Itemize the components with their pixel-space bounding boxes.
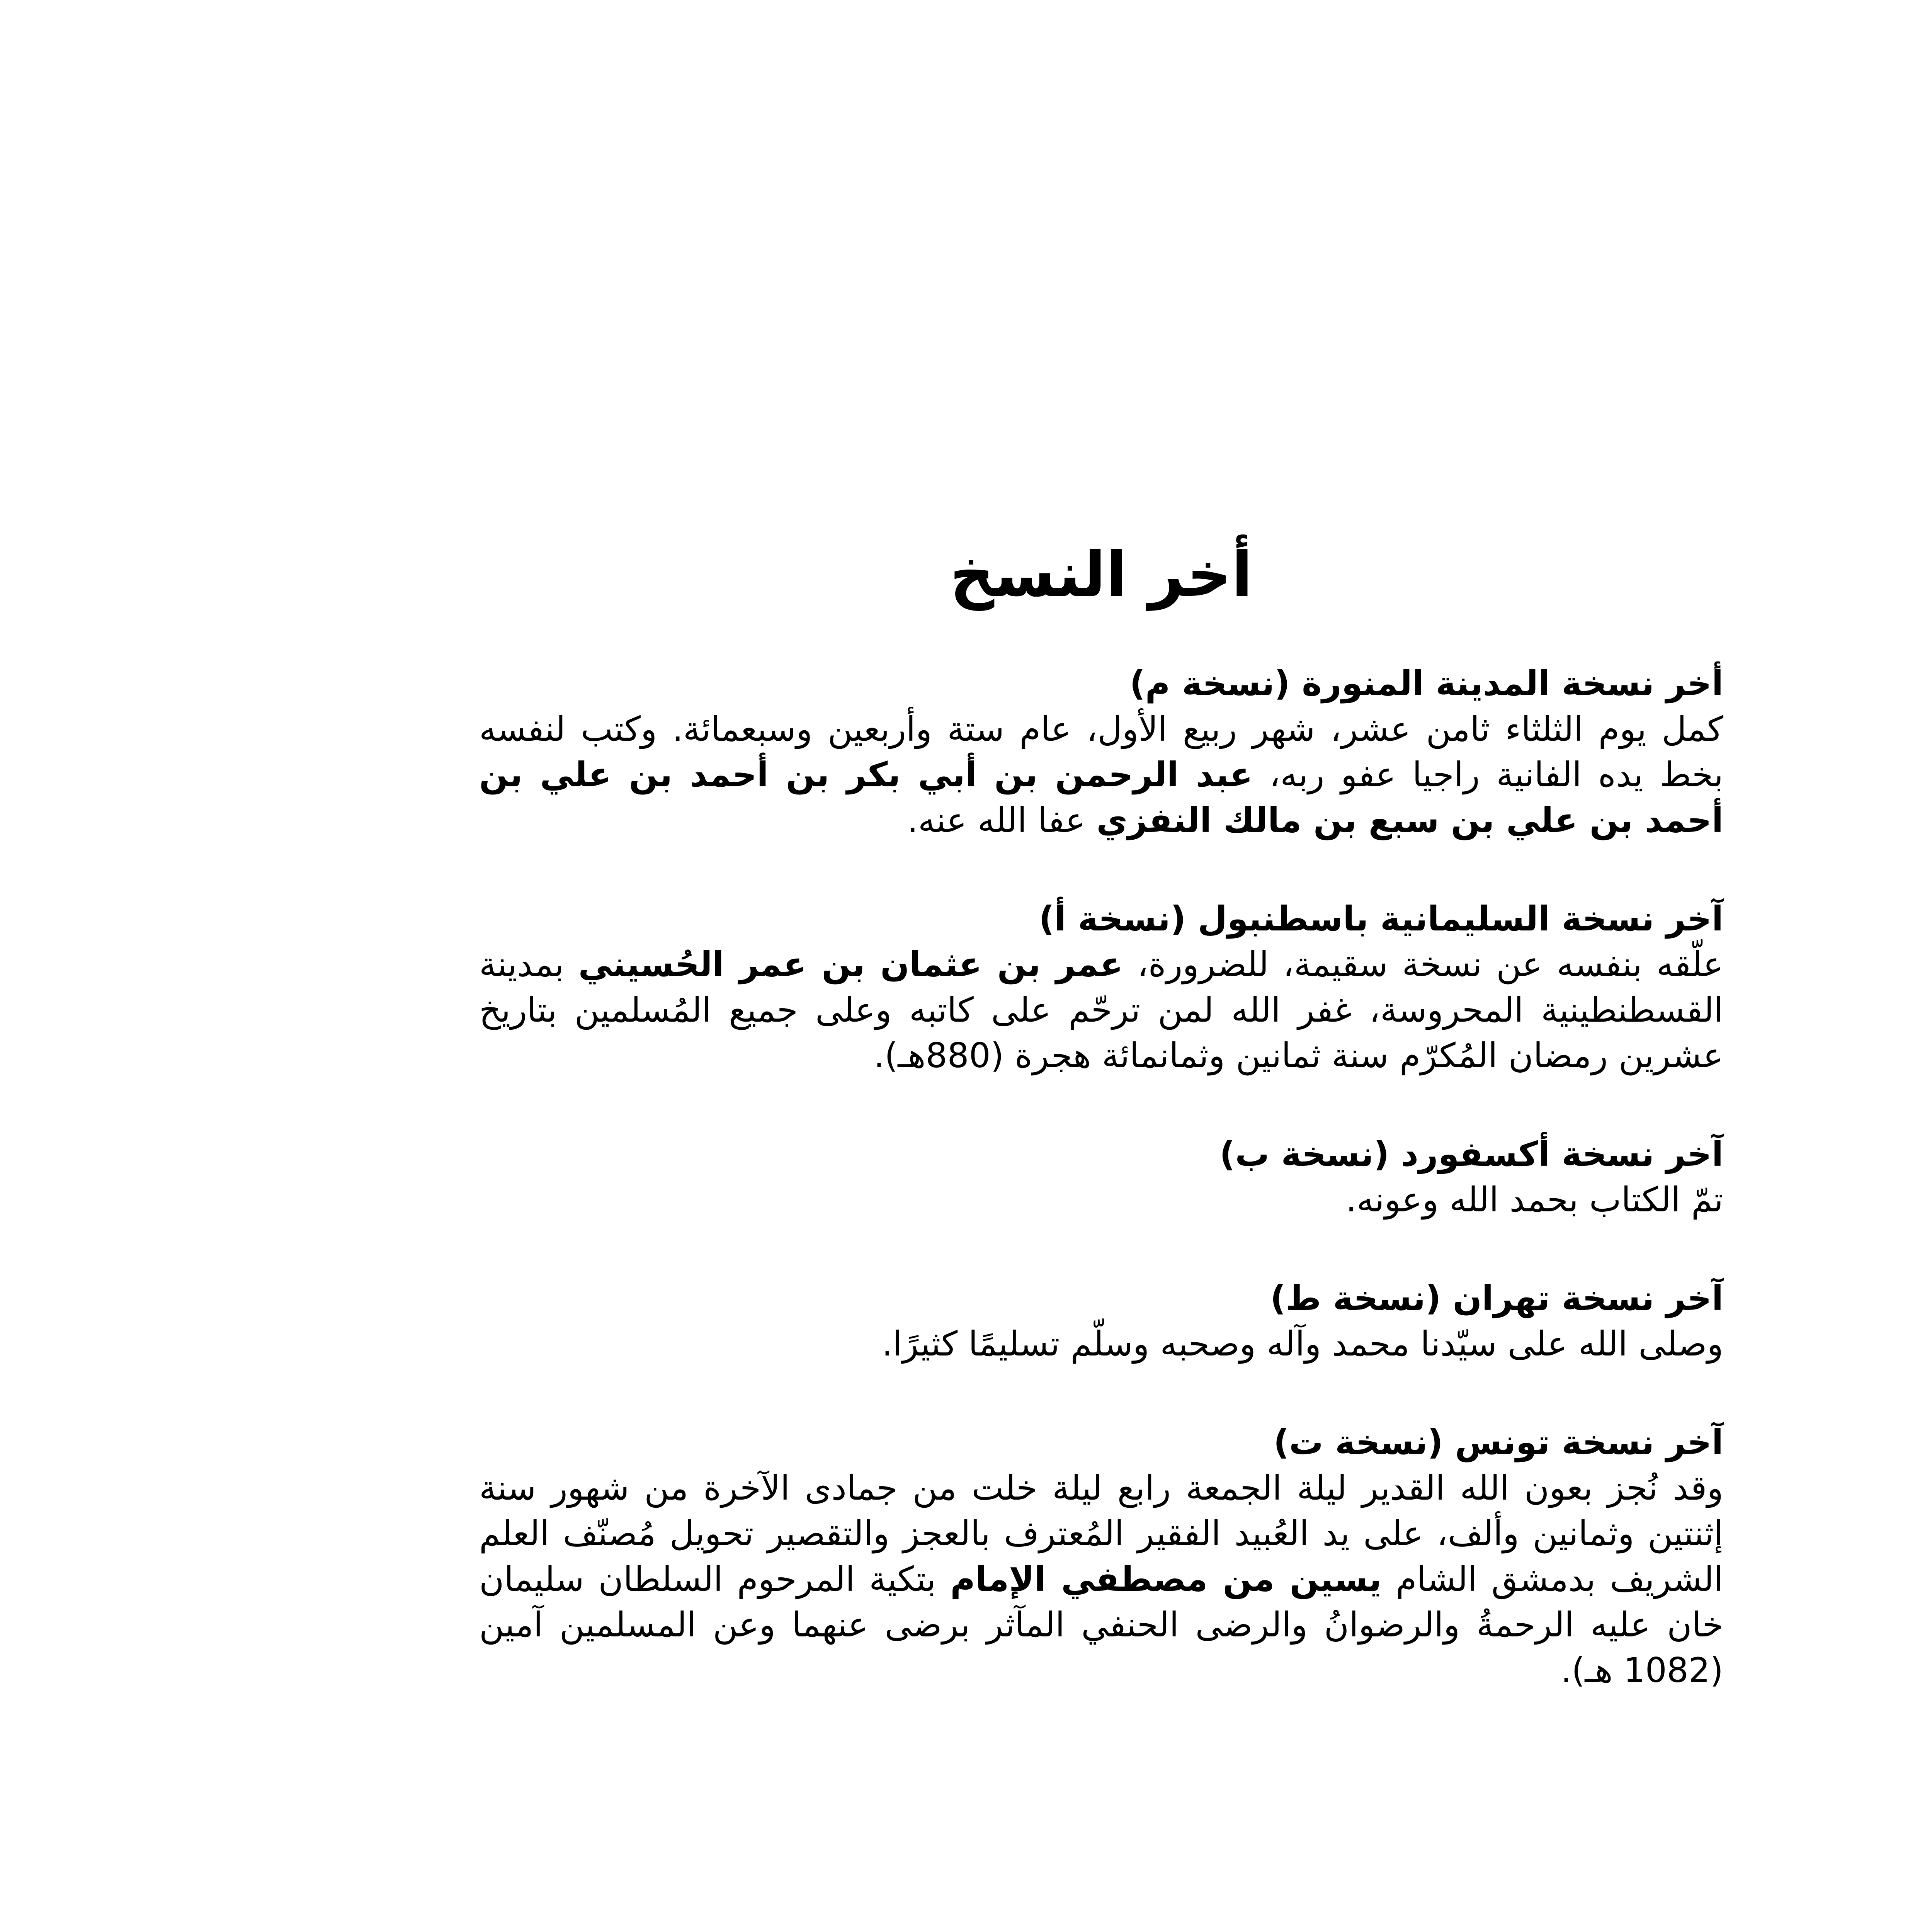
body-text: وقد نُجز بعون الله القدير ليلة الجمعة رابع ليلة خلت من جمادى الآخرة من شهور سنة إثنتين وثمانين وألف، على يد العُبيد الفقير المُعترف بالعجز والتقصير تحويل مُصنّف العلم الشريف بدمشق الشام — [479, 1468, 1723, 1599]
body-text: علّقه بنفسه عن نسخة سقيمة، للضرورة، — [1123, 944, 1723, 984]
colophon-tehran — [479, 1276, 1723, 1367]
section-body — [479, 942, 1723, 1078]
section-body — [479, 706, 1723, 843]
colophon-suleymaniye — [479, 896, 1723, 1078]
body-text: تمّ الكتاب بحمد الله وعونه. — [1345, 1180, 1723, 1219]
section-heading: آخر نسخة تونس (نسخة ت) — [1273, 1422, 1723, 1462]
section-heading: أخر نسخة المدينة المنورة (نسخة م) — [1129, 663, 1723, 703]
section-body — [479, 1321, 1723, 1367]
body-text: بمدينة القسطنطينية المحروسة، غفر الله لمن ترحّم على كاتبه وعلى جميع المُسلمين بتاريخ عشرين رمضان المُكرّم سنة ثمانين وثمانمائة هجرة (880هـ). — [479, 944, 1723, 1075]
body-text: عفا الله عنه. — [907, 800, 1097, 840]
page-title: أخر النسخ — [950, 538, 1253, 611]
section-heading: آخر نسخة تهران (نسخة ط) — [1270, 1278, 1723, 1318]
section-body — [479, 1177, 1723, 1223]
section-body — [479, 1465, 1723, 1693]
body-text: بتكية المرحوم السلطان سليمان خان عليه الرحمةُ والرضوانُ والرضى الحنفي المآثر برضى عنهما وعن المسلمين آمين (1082 هـ). — [479, 1559, 1723, 1690]
body-text: كمل يوم الثلثاء ثامن عشر، شهر ربيع الأول، عام ستة وأربعين وسبعمائة. وكتب لنفسه بخط يده الفانية راجيا عفو ربه، — [479, 709, 1723, 794]
colophon-tunis — [479, 1420, 1723, 1693]
colophons-content — [479, 661, 1723, 1746]
section-heading: آخر نسخة السليمانية باسطنبول (نسخة أ) — [1039, 899, 1723, 939]
section-heading: آخر نسخة أكسفورد (نسخة ب) — [1219, 1134, 1723, 1174]
colophon-oxford — [479, 1131, 1723, 1223]
colophon-medina — [479, 661, 1723, 843]
scribe-name: يسين من مصطفي الإمام — [950, 1559, 1382, 1599]
body-text: وصلى الله على سيّدنا محمد وآله وصحبه وسلّم تسليمًا كثيرًا. — [882, 1324, 1723, 1364]
scribe-name: عبد الرحمن بن أبي بكر بن أحمد بن علي بن أحمد بن علي بن سبع بن مالك النفزي — [479, 755, 1723, 840]
scribe-name: عمر بن عثمان بن عمر الحُسيني — [578, 944, 1123, 984]
